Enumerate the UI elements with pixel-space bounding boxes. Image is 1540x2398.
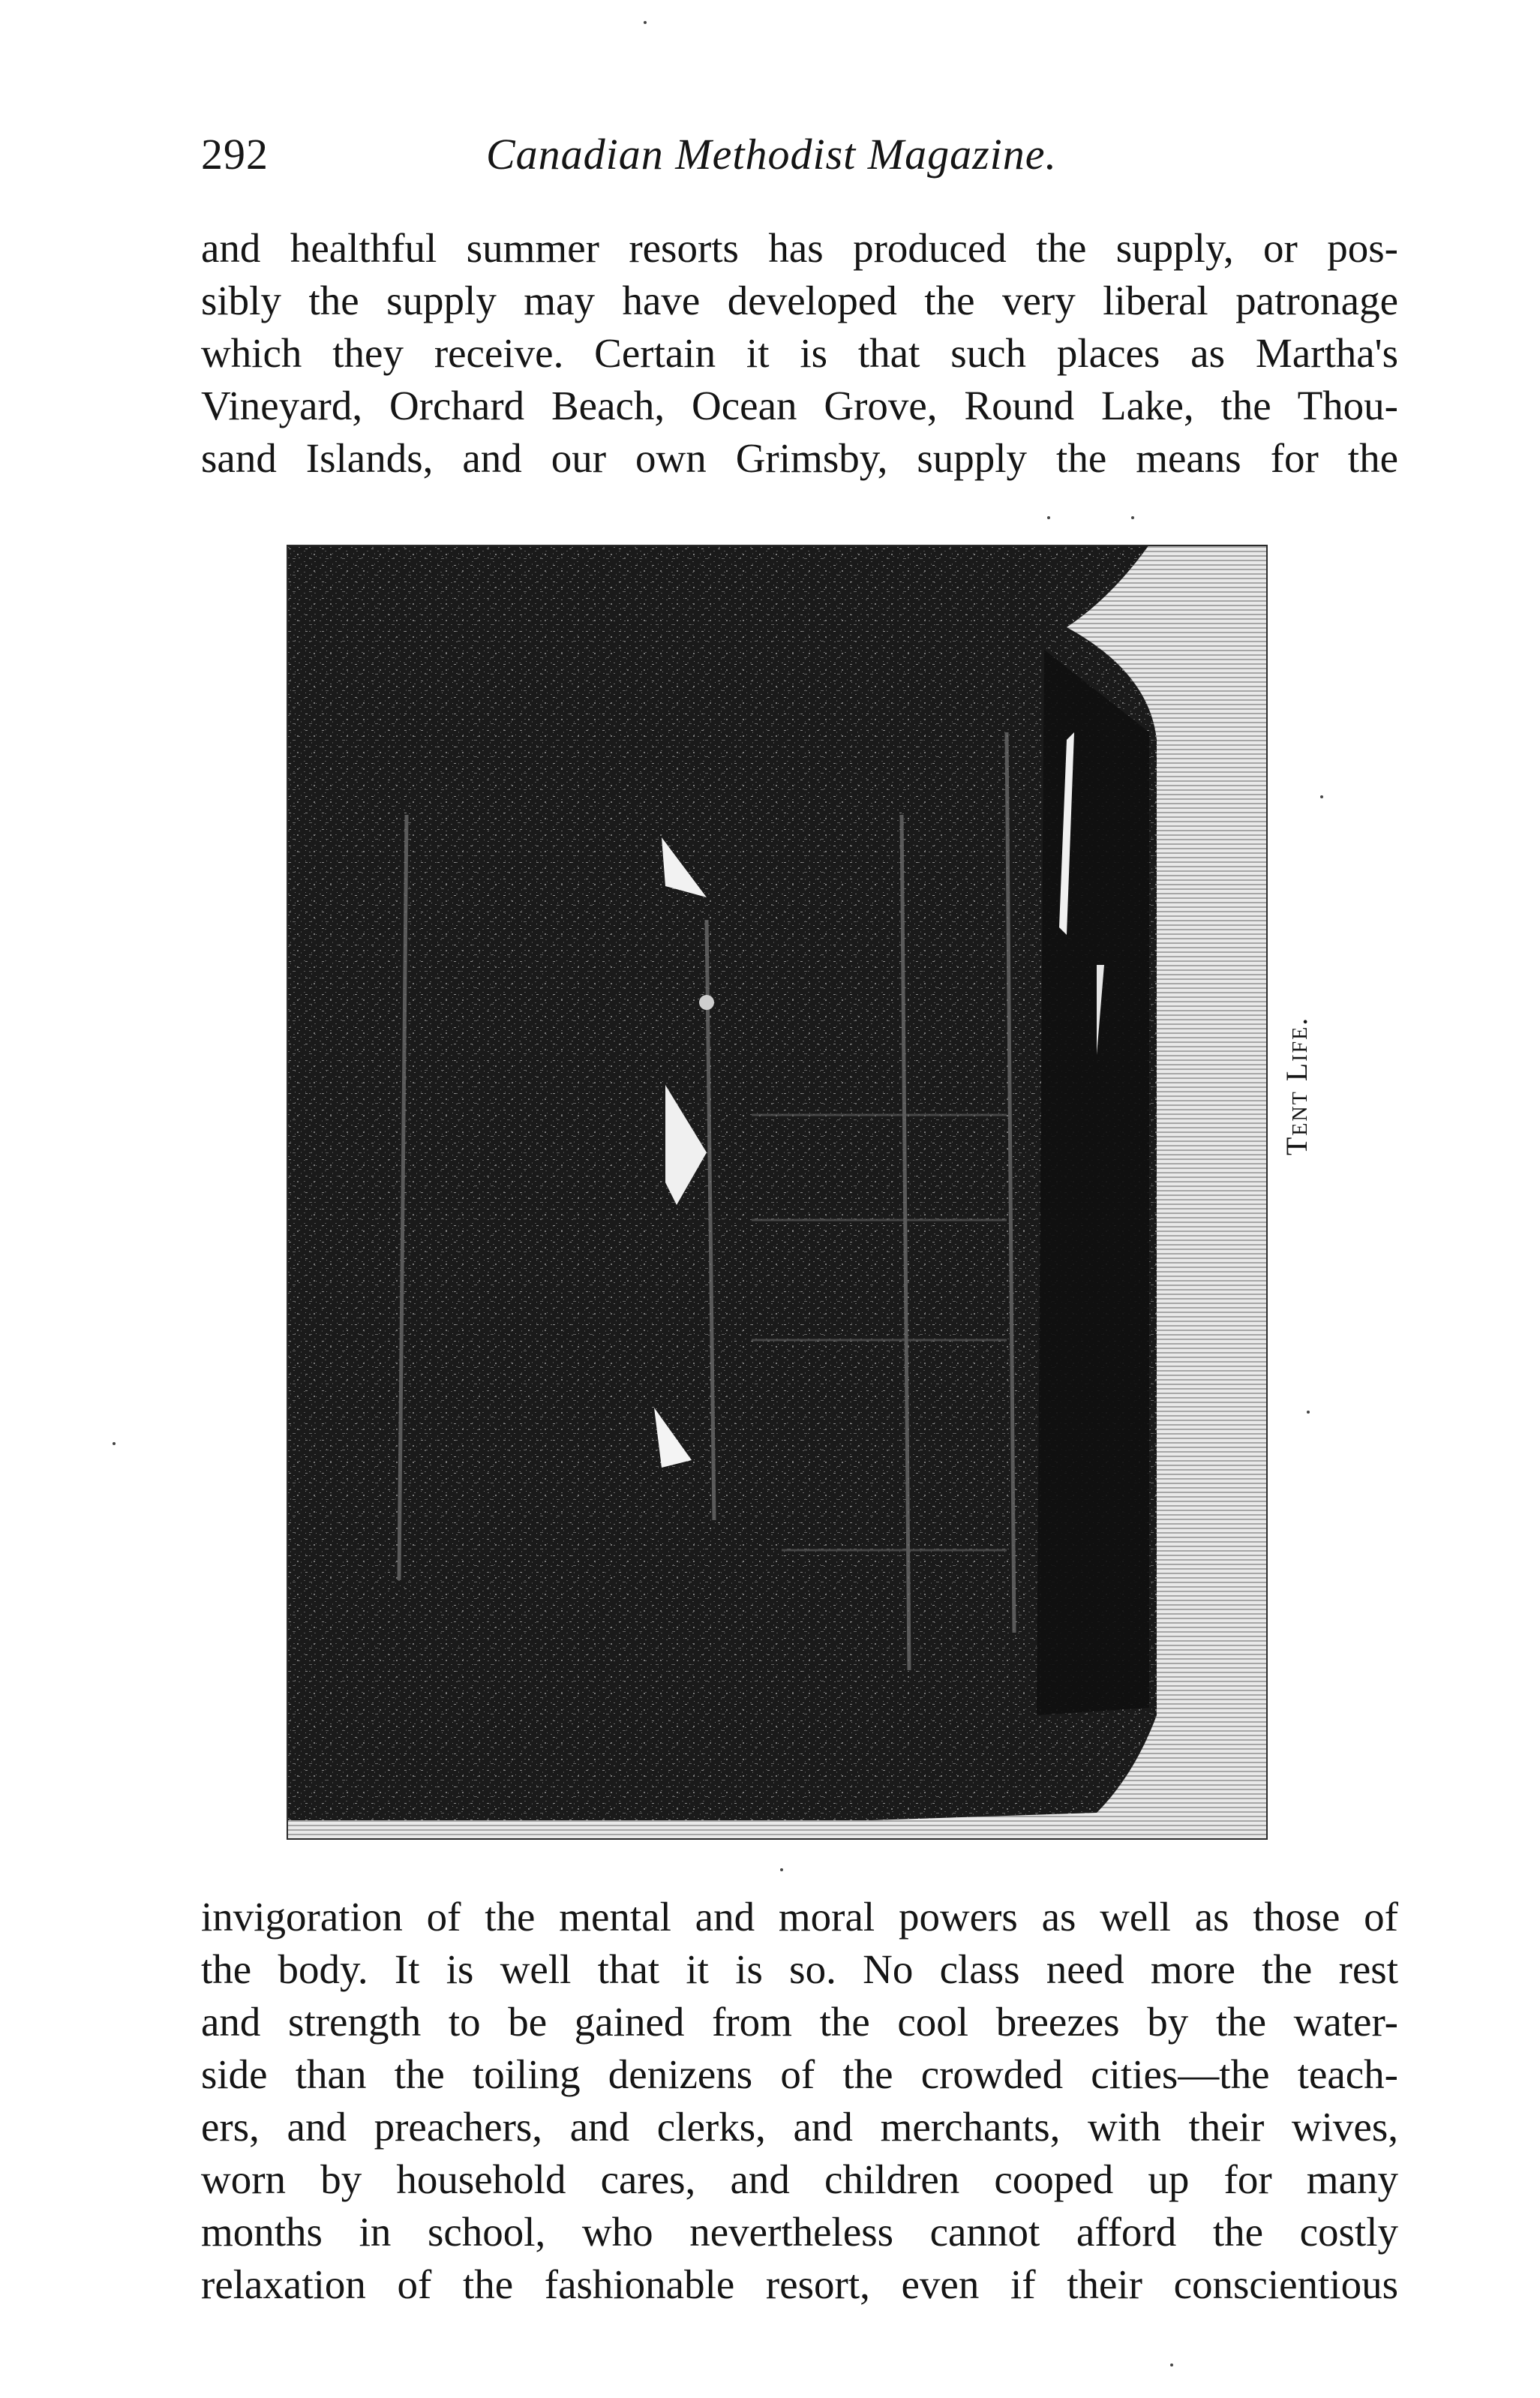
engraving-image — [287, 545, 1268, 1840]
text-line: months in school, who nevertheless cannot afford the costly — [201, 2209, 1398, 2255]
text-line: the body. It is well that it is so. No class need more the rest — [201, 1946, 1398, 1992]
text-line: and strength to be gained from the cool breezes by the water- — [201, 1999, 1398, 2045]
text-line: invigoration of the mental and moral powers as well as those of — [201, 1894, 1398, 1940]
paragraph-top — [201, 222, 1398, 485]
scan-speck — [644, 21, 647, 24]
text-line: relaxation of the fashionable resort, even if their conscientious — [201, 2261, 1398, 2307]
scan-speck — [113, 1442, 116, 1445]
text-line: and healthful summer resorts has produced the supply, or pos- — [201, 225, 1398, 271]
scan-speck — [1307, 1411, 1310, 1414]
text-line: ers, and preachers, and clerks, and merchants, with their wives, — [201, 2104, 1398, 2150]
text-line: which they receive. Certain it is that such places as Martha's — [201, 330, 1398, 376]
text-line: worn by household cares, and children cooped up for many — [201, 2156, 1398, 2202]
text-line: Vineyard, Orchard Beach, Ocean Grove, Round Lake, the Thou- — [201, 383, 1398, 428]
page-number: 292 — [201, 130, 269, 179]
text-line: sibly the supply may have developed the very liberal patronage — [201, 278, 1398, 323]
illustration-caption: Tent Life. — [1280, 1016, 1313, 1155]
running-title: Canadian Methodist Magazine. — [486, 130, 1058, 179]
text-line: sand Islands, and our own Grimsby, supply the means for the — [201, 435, 1398, 481]
scan-speck — [1170, 2363, 1173, 2366]
scan-speck — [780, 1868, 783, 1871]
scan-speck — [1320, 795, 1323, 798]
scan-speck — [1047, 516, 1050, 519]
paragraph-bottom — [201, 1891, 1398, 2311]
text-line: side than the toiling denizens of the crowded cities—the teach- — [201, 2051, 1398, 2097]
tent-life-engraving — [287, 545, 1268, 1840]
page-header — [201, 129, 1398, 189]
scan-speck — [1131, 516, 1134, 519]
